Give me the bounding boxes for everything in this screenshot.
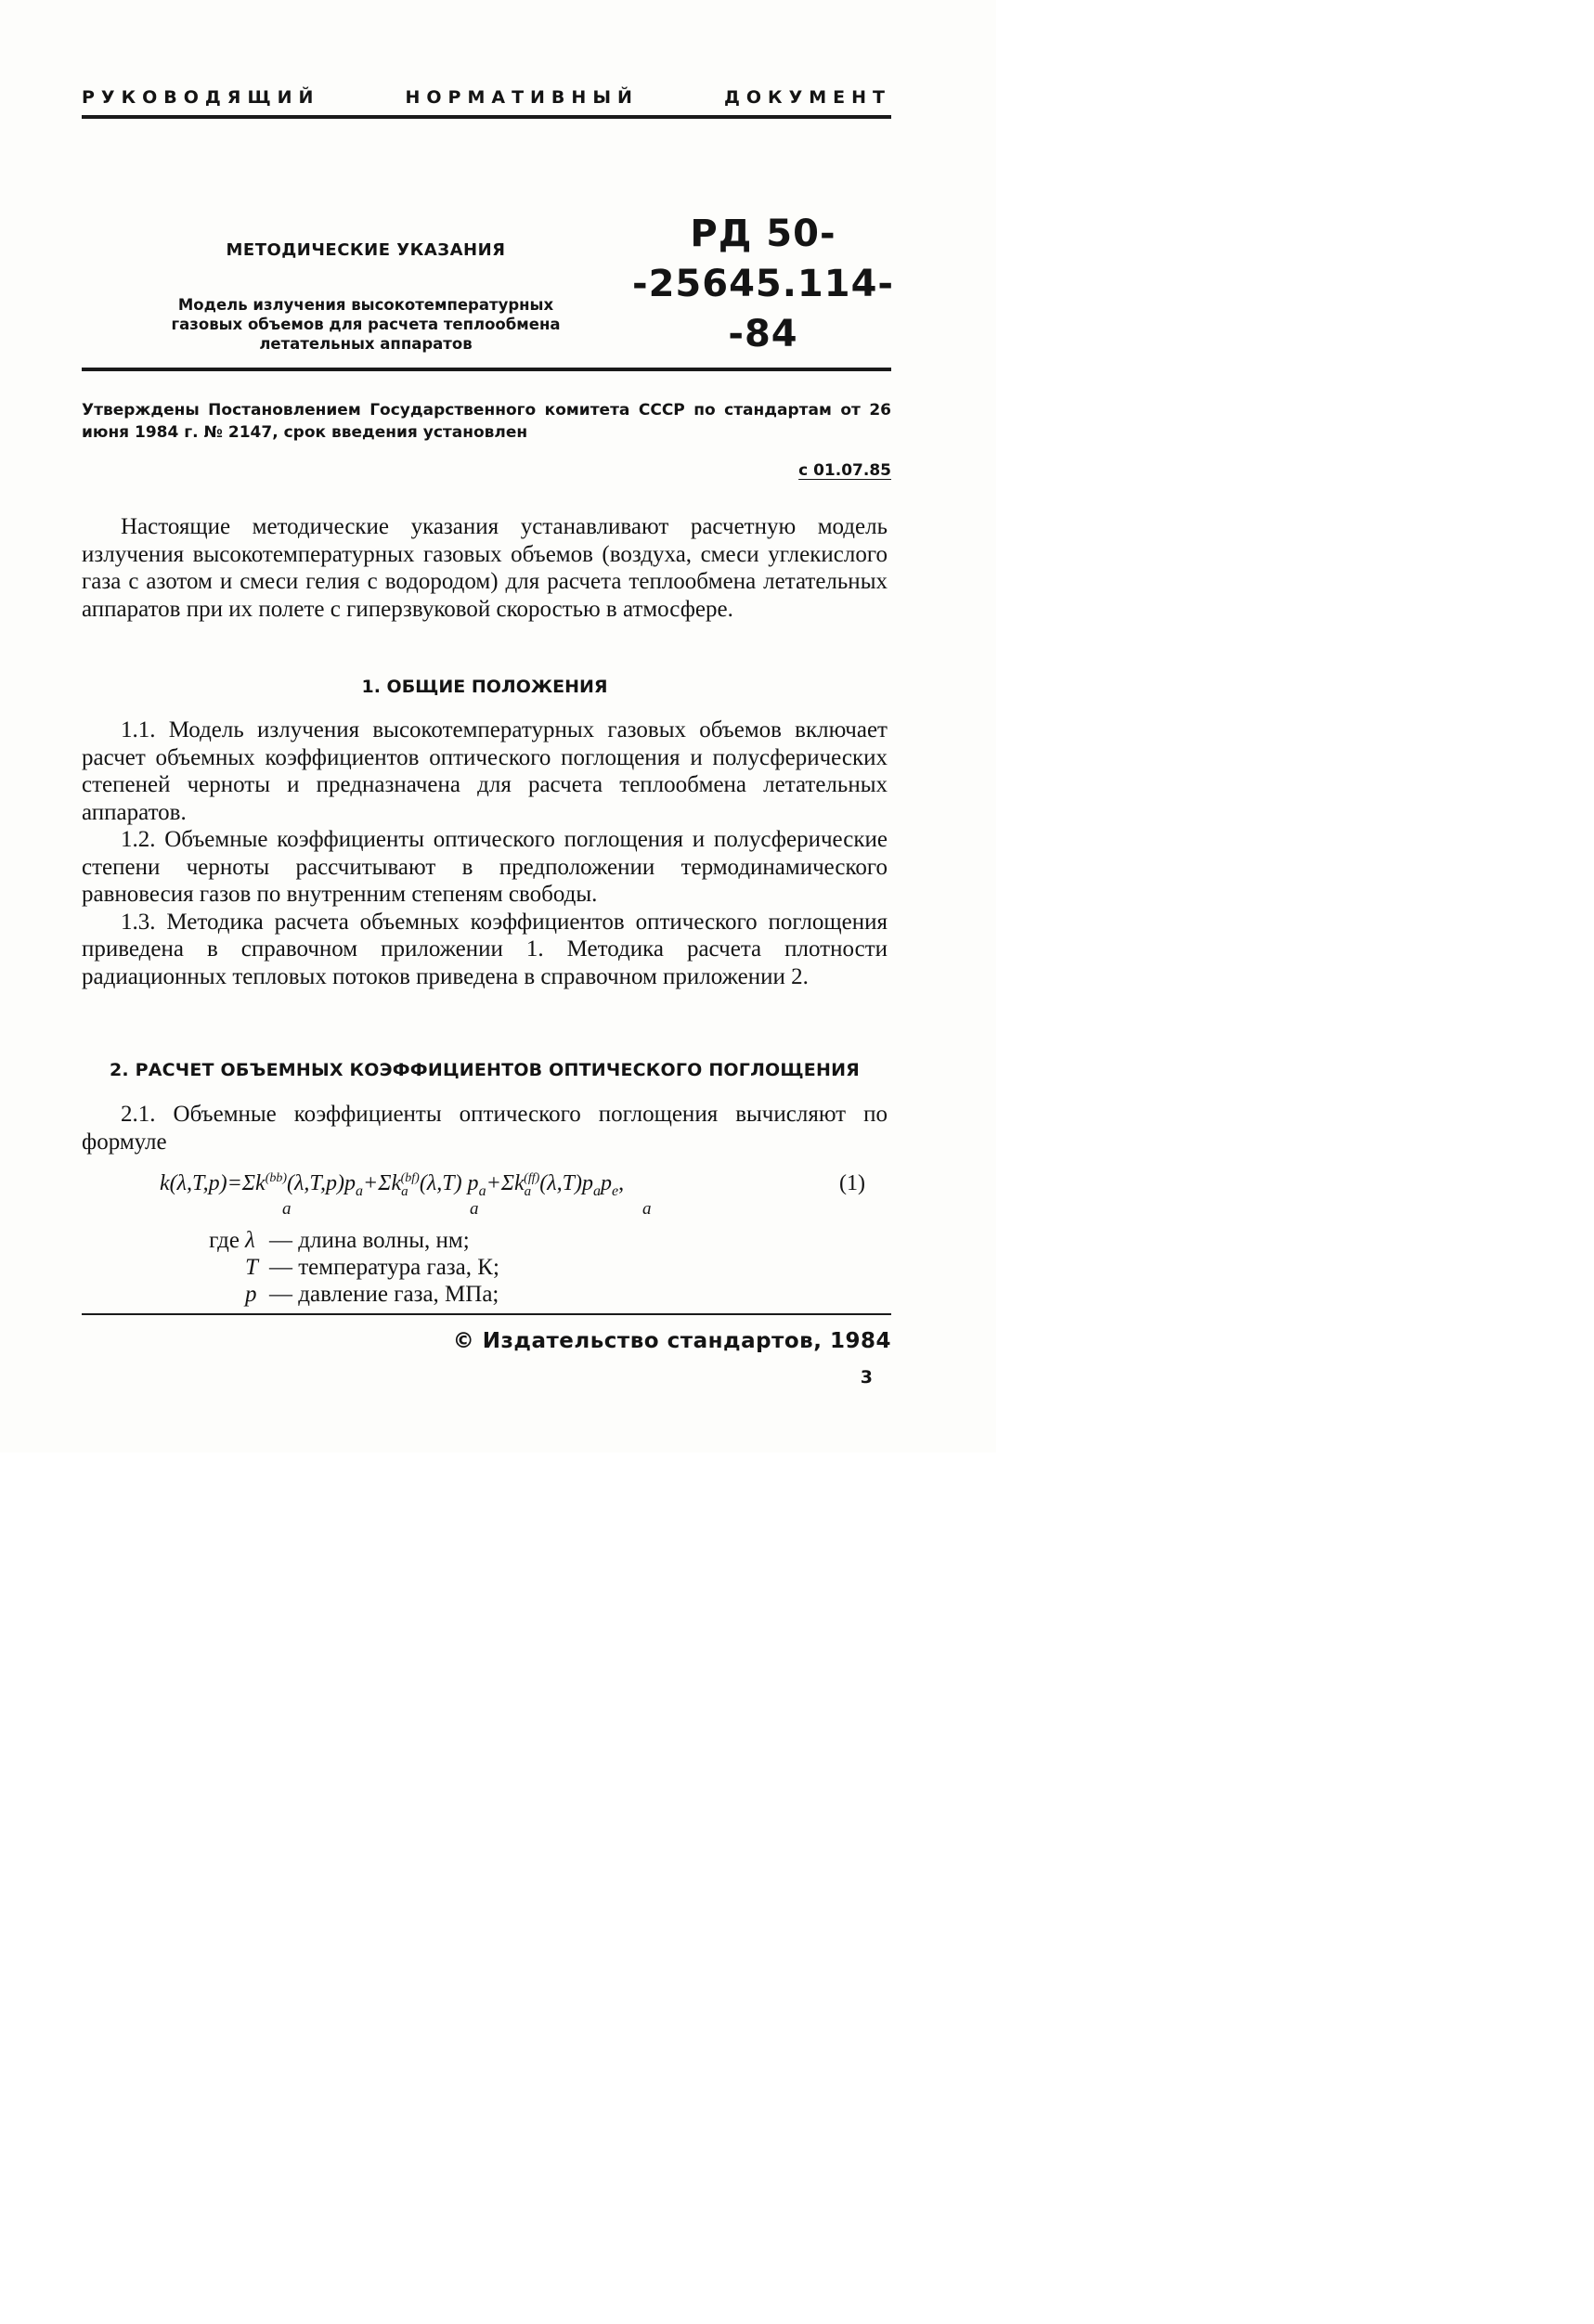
formula-expression xyxy=(160,1171,624,1200)
formula-term3-sub-e: e xyxy=(612,1182,619,1199)
footer-rule xyxy=(82,1313,891,1315)
formula-term1-args: (λ,T,p)p xyxy=(287,1171,356,1195)
document-code-line: -25645.114- xyxy=(631,263,895,305)
formula-term3-args: (λ,T)p xyxy=(539,1171,594,1195)
subtitle-line: летательных аппаратов xyxy=(259,335,473,353)
formula-term2: +Σk xyxy=(363,1171,402,1195)
formula-term1-sub: a xyxy=(356,1182,363,1199)
banner-word-3: ДОКУМЕНТ xyxy=(723,87,891,108)
header-rule xyxy=(82,368,891,371)
definition-text: — длина волны, нм; xyxy=(269,1228,470,1253)
formula-term3: +Σk xyxy=(486,1171,525,1195)
definition-row xyxy=(199,1254,499,1281)
top-banner xyxy=(82,85,891,110)
banner-word-1: РУКОВОДЯЩИЙ xyxy=(82,87,320,108)
formula-term2-sub: a xyxy=(478,1182,486,1199)
publisher-line: © Издательство стандартов, 1984 xyxy=(452,1329,891,1353)
sum-index-1: a xyxy=(282,1199,292,1219)
paragraph: Настоящие методические указания устанавливают расчетную модель излучения высокотемпературных газовых объемов (воздуха, смеси углекислого газа с азотом и смеси гелия с водородом) для расчета теплообмена летательных аппаратов при их полете с гиперзвуковой скоростью в атмосфере. xyxy=(82,514,888,622)
definition-symbol: T xyxy=(245,1255,258,1280)
formula-term2-lower: a xyxy=(401,1183,408,1199)
document-code xyxy=(624,209,902,359)
variable-definitions xyxy=(199,1227,499,1308)
methodical-guidelines-title: МЕТОДИЧЕСКИЕ УКАЗАНИЯ xyxy=(226,240,506,260)
definition-lead: где xyxy=(209,1228,240,1253)
definition-row xyxy=(199,1227,499,1254)
formula-term2-args: (λ,T) p xyxy=(419,1171,479,1195)
formula-1 xyxy=(160,1171,865,1218)
formula-lhs: k(λ,T,p)= xyxy=(160,1171,242,1195)
document-subtitle xyxy=(139,295,592,354)
definition-lead xyxy=(199,1281,245,1308)
paragraph-1-3: 1.3. Методика расчета объемных коэффициентов оптического поглощения приведена в справочном приложении 1. Методика расчета плотности радиационных тепловых потоков приведена в справочном приложении 2. xyxy=(82,909,888,989)
definition-symbol: λ xyxy=(245,1228,255,1253)
formula-term3-sup: (ff) xyxy=(524,1171,540,1185)
definition-symbol: p xyxy=(245,1282,257,1307)
formula-number: (1) xyxy=(839,1171,865,1195)
definition-text: — давление газа, МПа; xyxy=(269,1282,499,1307)
section-2-body xyxy=(82,1101,888,1156)
banner-rule xyxy=(82,115,891,119)
section-1-body xyxy=(82,717,888,990)
document-code-line: -84 xyxy=(728,313,798,355)
formula-comma: , xyxy=(618,1171,625,1195)
banner-word-2: НОРМАТИВНЫЙ xyxy=(405,87,639,108)
paragraph-2-1: 2.1. Объемные коэффициенты оптического поглощения вычисляют по формуле xyxy=(82,1102,888,1155)
document-page xyxy=(0,0,996,1452)
formula-term3-sub-a: a xyxy=(593,1182,602,1199)
subtitle-line: Модель излучения высокотемпературных xyxy=(177,296,554,314)
section-1-heading: 1. ОБЩИЕ ПОЛОЖЕНИЯ xyxy=(361,677,608,697)
approval-statement: Утверждены Постановлением Государственного комитета СССР по стандартам от 26 июня 1984 г. № 2147, срок введения установлен xyxy=(82,401,891,442)
page-number: 3 xyxy=(860,1367,873,1388)
formula-term3-lower: a xyxy=(524,1183,532,1199)
definition-row xyxy=(199,1281,499,1308)
paragraph-1-1: 1.1. Модель излучения высокотемпературных газовых объемов включает расчет объемных коэффициентов оптического поглощения и полусферических степеней черноты и предназначена для расчета теплообмена летательных аппаратов. xyxy=(82,717,888,825)
document-code-line: РД 50- xyxy=(690,213,836,255)
formula-term2-sup: (bf) xyxy=(400,1171,420,1185)
sum-index-2: a xyxy=(470,1199,479,1219)
effective-date: с 01.07.85 xyxy=(798,461,891,480)
formula-term3-tail: p xyxy=(601,1171,613,1195)
formula-term1-sup: (bb) xyxy=(265,1171,288,1185)
formula-term1: Σk xyxy=(241,1171,266,1195)
definition-text: — температура газа, К; xyxy=(269,1255,499,1280)
paragraph-1-2: 1.2. Объемные коэффициенты оптического поглощения и полусферические степени черноты рассчитывают в предположении термодинамического равновесия газов по внутренним степеням свободы. xyxy=(82,827,888,907)
intro-paragraph xyxy=(82,513,888,623)
section-2-heading: 2. РАСЧЕТ ОБЪЕМНЫХ КОЭФФИЦИЕНТОВ ОПТИЧЕСКОГО ПОГЛОЩЕНИЯ xyxy=(109,1060,861,1080)
definition-lead xyxy=(199,1254,245,1281)
subtitle-line: газовых объемов для расчета теплообмена xyxy=(171,316,561,333)
sum-index-3: a xyxy=(642,1199,652,1219)
